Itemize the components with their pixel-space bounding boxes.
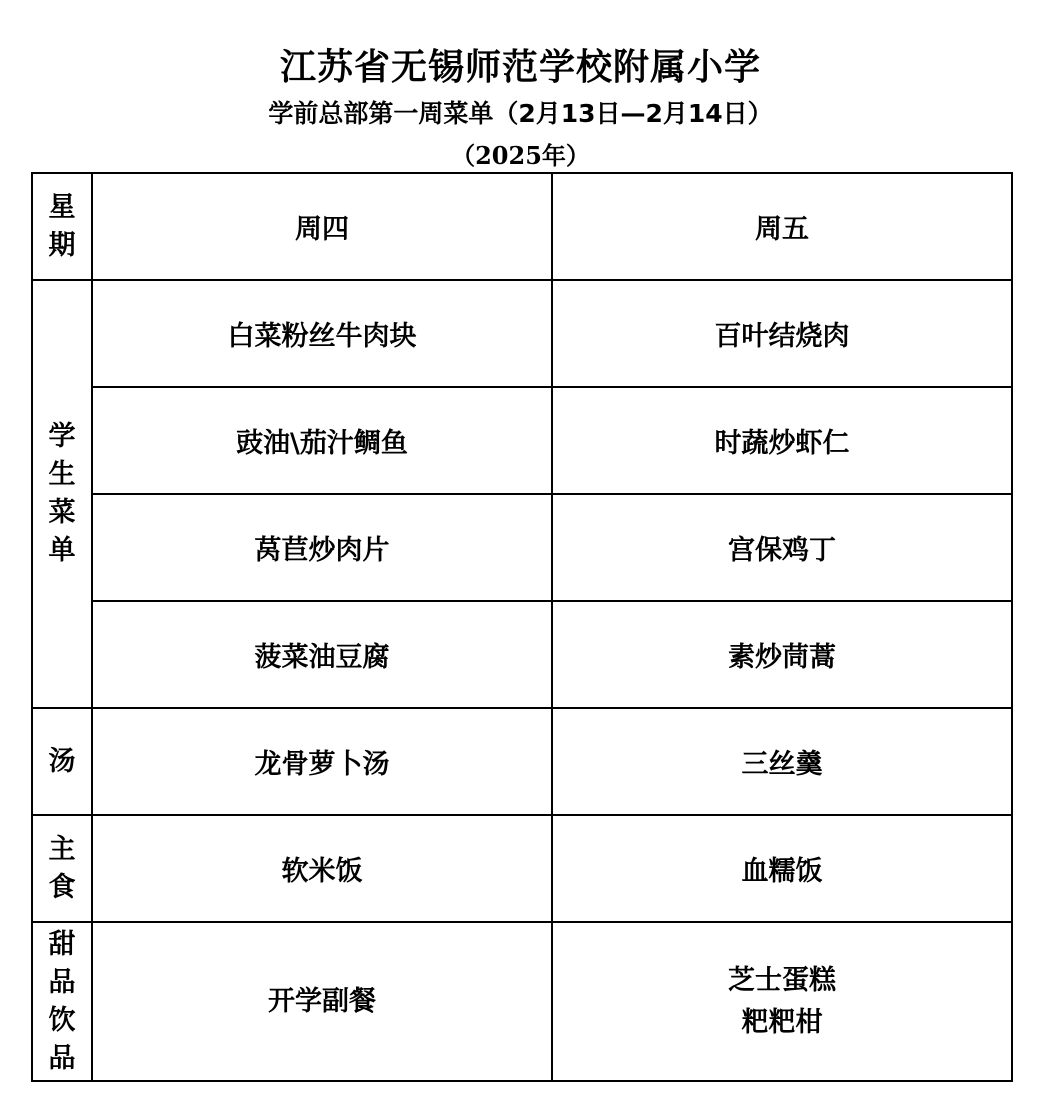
table-header-row [32,173,1012,280]
dessert-label-cell [32,922,92,1081]
soup-row [32,708,1012,815]
table-row [32,601,1012,708]
staple-label-cell [32,815,92,922]
page-title: 江苏省无锡师范学校附属小学 [279,47,761,88]
dessert-item: 粑粑柑 [741,1006,823,1038]
dessert-item: 开学副餐 [268,985,376,1017]
student-menu-label-cell [32,280,92,708]
dish-cell: 菠菜油豆腐 [92,601,552,708]
dish-cell: 百叶结烧肉 [552,280,1012,387]
menu-table [31,172,1013,1082]
table-row [32,494,1012,601]
menu-subtitle: 学前总部第一周菜单（2月13日—2月14日） [268,99,773,128]
staple-thursday: 软米饭 [92,815,552,922]
dish-cell: 豉油\茄汁鲷鱼 [92,387,552,494]
dish-cell: 白菜粉丝牛肉块 [92,280,552,387]
soup-thursday: 龙骨萝卜汤 [92,708,552,815]
table-row [32,280,1012,387]
dessert-label: 甜品饮品 [48,928,76,1074]
table-row [32,387,1012,494]
staple-row [32,815,1012,922]
weekday-label-cell [32,173,92,280]
dish-cell: 素炒茼蒿 [552,601,1012,708]
student-menu-label: 学生菜单 [48,421,76,566]
staple-friday: 血糯饭 [552,815,1012,922]
staple-label: 主食 [48,833,76,903]
dessert-thursday-cell [92,922,552,1081]
soup-friday: 三丝羹 [552,708,1012,815]
dish-cell: 时蔬炒虾仁 [552,387,1012,494]
day-header-friday: 周五 [552,173,1012,280]
dish-cell: 宫保鸡丁 [552,494,1012,601]
soup-label-cell [32,708,92,815]
menu-year: （2025年） [451,141,590,170]
soup-label: 汤 [48,745,76,777]
weekday-label: 星期 [48,191,76,261]
dessert-friday-cell [552,922,1012,1081]
dessert-row [32,922,1012,1081]
dessert-item: 芝士蛋糕 [728,964,836,996]
day-header-thursday: 周四 [92,173,552,280]
dish-cell: 莴苣炒肉片 [92,494,552,601]
